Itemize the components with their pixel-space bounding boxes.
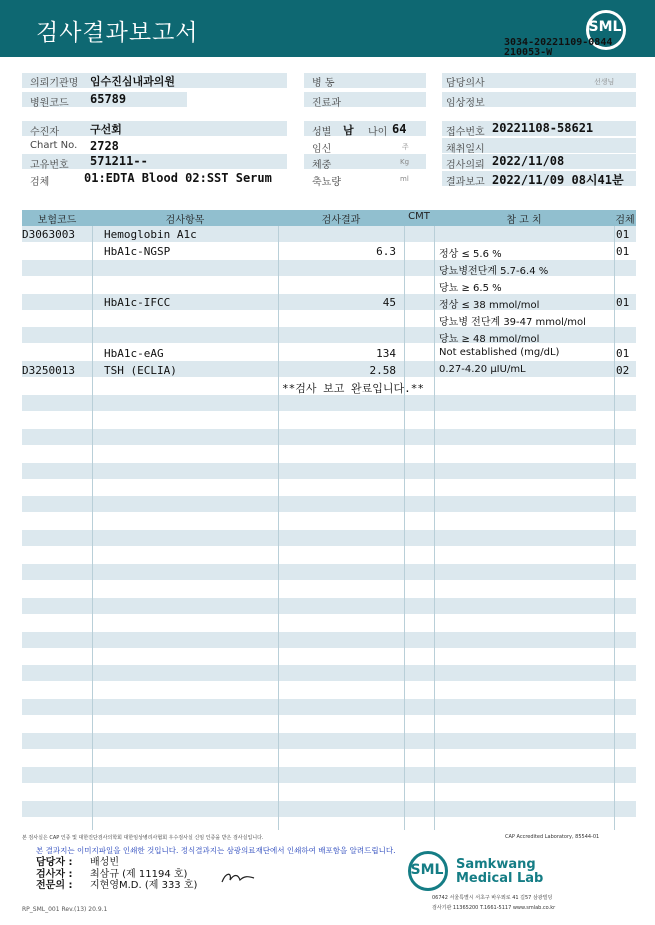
table-row-band	[22, 767, 636, 783]
patient-band	[22, 121, 287, 136]
company-address: 06742 서울특별시 서초구 바우뫼로 41 길57 삼광빌딩	[432, 895, 553, 901]
weight-unit: Kg	[400, 158, 410, 166]
signature-icon	[218, 868, 258, 886]
request-value: 2022/11/08	[492, 154, 565, 168]
clinic-label: 의뢰기관명	[30, 78, 79, 89]
row-specimen: 02	[616, 364, 630, 377]
row-result: 134	[376, 347, 396, 360]
age-label: 나이	[368, 127, 388, 138]
specialist-label: 전문의 :	[36, 880, 73, 891]
collect-label: 채취일시	[446, 144, 485, 155]
dept-label: 진료과	[312, 98, 341, 109]
table-row-band	[22, 733, 636, 749]
column-divider	[434, 226, 435, 830]
row-reference: Not established (mg/dL)	[439, 347, 560, 358]
table-row-band	[22, 564, 636, 580]
row-specimen: 01	[616, 347, 630, 360]
table-row-band	[22, 530, 636, 546]
table-row-band	[22, 429, 636, 445]
patient-value: 구선회	[90, 123, 122, 136]
report-complete-note: **검사 보고 완료입니다.**	[282, 382, 424, 395]
table-row-band	[22, 327, 636, 343]
reporter-value: 배성빈	[90, 857, 119, 868]
column-divider	[404, 226, 405, 830]
row-result: 2.58	[369, 364, 396, 377]
print-notice: 본 결과지는 이미지파일을 인쇄한 것입니다. 정식결과지는 삼광의료재단에서 인쇄하여 배포함을 알려드립니다.	[36, 846, 396, 855]
doctor-label: 담당의사	[446, 78, 485, 89]
urine-unit: ml	[400, 175, 409, 183]
header-result: 검사결과	[321, 215, 361, 226]
sex-label: 성별	[312, 127, 332, 138]
table-row-band	[22, 598, 636, 614]
row-reference: 당뇨병 전단계 39-47 mmol/mol	[439, 317, 586, 328]
report-reference-number: 3034-20221109-0844	[504, 37, 613, 48]
column-divider	[278, 226, 279, 830]
patient-label: 수진자	[30, 127, 59, 138]
examiner-value: 최삼규 (제 11194 호)	[90, 869, 188, 880]
report-title: 검사결과보고서	[36, 20, 199, 46]
row-reference: 당뇨병전단계 5.7-6.4 %	[439, 266, 549, 277]
clinical-label: 임상정보	[446, 98, 485, 109]
header-insurance-code: 보험코드	[37, 215, 77, 226]
request-label: 검사의뢰	[446, 160, 485, 171]
table-row-band	[22, 665, 636, 681]
report-reference-code: 210053-W	[504, 47, 553, 58]
report-label: 결과보고	[446, 177, 485, 188]
row-reference: 당뇨 ≥ 6.5 %	[439, 283, 502, 294]
sex-value: 남	[343, 124, 354, 137]
reporter-label: 담당자 :	[36, 857, 73, 868]
row-reference: 정상 ≤ 5.6 %	[439, 249, 502, 260]
form-code: RP_SML_001 Rev.(13) 20.9.1	[22, 906, 108, 913]
table-row-band	[22, 395, 636, 411]
row-test-item: HbA1c-IFCC	[104, 296, 171, 309]
row-insurance-code: D3063003	[22, 228, 75, 241]
chart-value: 2728	[90, 139, 119, 153]
accession-label: 접수번호	[446, 127, 485, 138]
row-specimen: 01	[616, 296, 630, 309]
specialist-value: 지현영M.D. (제 333 호)	[90, 880, 198, 891]
ward-label: 병 동	[312, 78, 335, 89]
preg-label: 임신	[312, 144, 332, 155]
header-reference: 참 고 치	[506, 215, 542, 226]
row-result: 45	[382, 296, 396, 309]
header-test-item: 검사항목	[165, 215, 205, 226]
table-row-band	[22, 699, 636, 715]
cap-accreditation: CAP Accredited Laboratory, 85544-01	[505, 834, 600, 840]
urine-label: 축뇨량	[312, 177, 341, 188]
company-contact: 검사기관 11365200 T.1661-5117 www.smlab.co.kr	[432, 905, 556, 911]
sml-logo-text: SML	[588, 19, 622, 35]
column-divider	[92, 226, 93, 830]
examiner-label: 검사자 :	[36, 869, 73, 880]
table-row-band	[22, 801, 636, 817]
chart-label: Chart No.	[30, 140, 78, 151]
samkwang-logo-text: SML	[410, 862, 444, 878]
row-result: 6.3	[376, 245, 396, 258]
row-specimen: 01	[616, 228, 630, 241]
header-specimen: 검체	[615, 215, 635, 226]
accession-value: 20221108-58621	[492, 121, 594, 135]
row-test-item: HbA1c-eAG	[104, 347, 164, 360]
row-test-item: HbA1c-NGSP	[104, 245, 171, 258]
row-test-item: TSH (ECLIA)	[104, 364, 177, 377]
certification-note: 본 검사실은 CAP 인증 및 대한진단검사의학회 대한임상병리사협회 우수검사실 신임 인증을 받은 검사실입니다.	[22, 835, 264, 841]
age-value: 64	[392, 122, 407, 136]
clinic-value: 임수진심내과의원	[90, 75, 176, 88]
header-cmt: CMT	[408, 211, 430, 222]
company-name-line2: Medical Lab	[456, 871, 544, 886]
row-specimen: 01	[616, 245, 630, 258]
column-divider	[614, 226, 615, 830]
specimen-label: 검체	[30, 177, 50, 188]
weight-label: 체중	[312, 160, 332, 171]
row-reference: 0.27-4.20 μIU/mL	[439, 364, 526, 375]
hospcode-label: 병원코드	[30, 98, 69, 109]
row-test-item: Hemoglobin A1c	[104, 228, 197, 241]
company-name-line1: Samkwang	[456, 857, 536, 872]
id-label: 고유번호	[30, 160, 69, 171]
doctor-unit: 선생님	[594, 78, 615, 86]
id-value: 571211--	[90, 154, 148, 168]
preg-unit: 주	[402, 143, 409, 151]
specimen-value: 01:EDTA Blood 02:SST Serum	[84, 171, 272, 185]
row-reference: 정상 ≤ 38 mmol/mol	[439, 300, 540, 311]
table-row-band	[22, 496, 636, 512]
row-insurance-code: D3250013	[22, 364, 75, 377]
company-name	[456, 858, 543, 886]
hospcode-value: 65789	[90, 92, 127, 106]
table-row-band	[22, 632, 636, 648]
row-reference: 당뇨 ≥ 48 mmol/mol	[439, 334, 540, 345]
table-row-band	[22, 463, 636, 479]
report-value: 2022/11/09 08시41분	[492, 173, 624, 187]
